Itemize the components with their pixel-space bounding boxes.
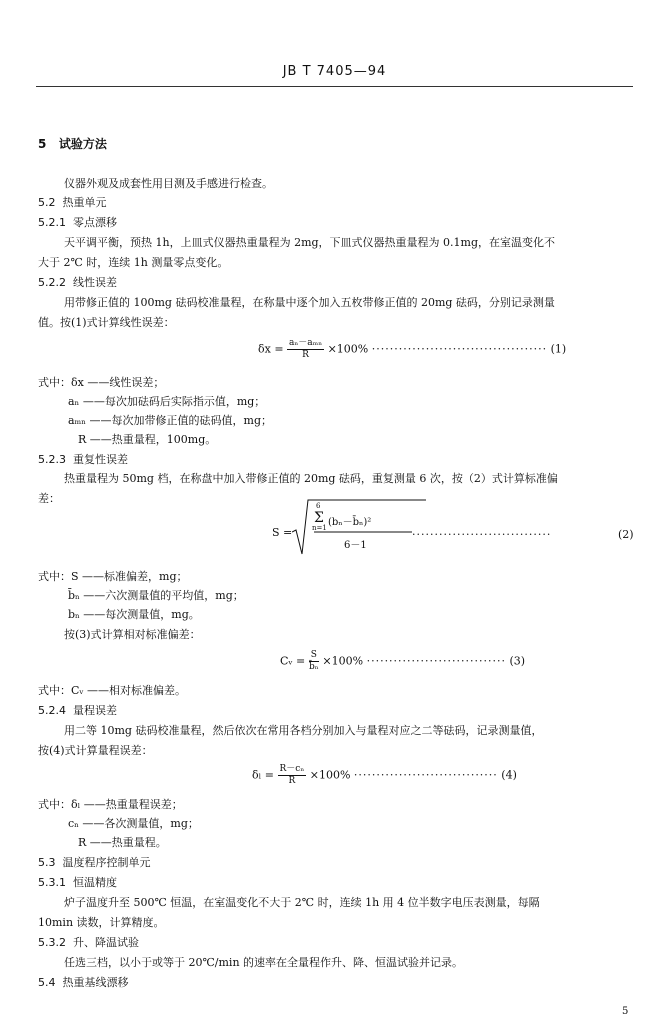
equation-number: (3)	[509, 654, 526, 668]
subsection-heading: 5.3.2 升、降温试验	[38, 936, 139, 949]
equation-number: (1)	[550, 342, 567, 356]
definition-line: bₙ ——每次测量值，mg。	[68, 608, 200, 621]
paragraph-line: 任选三档，以小于或等于 20℃/min 的速率在全量程作升、降、恒温试验并记录。	[64, 956, 464, 969]
equation-4: δₗ = $\frac{\text{R－cₙ}}{R}$ ×100% ································ (4)	[252, 764, 517, 786]
leader-dots: ·······································	[371, 342, 548, 356]
paragraph-line: 用带修正值的 100mg 砝码校准量程，在称量中逐个加入五枚带修正值的 20mg 砝码，分别记录测量	[64, 296, 555, 309]
page-number: 5	[622, 1006, 629, 1017]
subsection-heading: 5.2 热重单元	[38, 196, 107, 209]
where-clause: 式中：S ——标准偏差，mg；	[38, 570, 188, 583]
definition-line: cₙ ——各次测量值，mg；	[68, 817, 199, 830]
paragraph-line: 大于 2℃ 时，连续 1h 测量零点变化。	[38, 256, 229, 269]
denominator: 6－1	[344, 540, 367, 551]
where-clause: 式中：δₗ ——热重量程误差；	[38, 798, 183, 811]
sum-symbol: Σ	[314, 510, 324, 526]
leader-dots: ·······························	[366, 654, 506, 668]
equation-3: Cᵥ = $\frac{S}{\text{b̄ₙ}}$ ×100% ······························· (3)	[280, 650, 526, 672]
subsection-heading: 5.3 温度程序控制单元	[38, 856, 151, 869]
section-title: 试验方法	[58, 137, 107, 151]
document-page: JB T 7405—94 5 试验方法 仪器外观及成套性用目测及手感进行检查。 5.2 热重单元 5.2.1 零点漂移 天平调平衡，预热 1h，上皿式仪器热重量程为 2mg，下皿式仪器热重量程为 0.1mg，在室温变化不 大于 2℃ 时，连续 1h 测量零点变化。 5.2.2 线性误差 用带修正值的 100mg 砝码校准量程，在称量中逐个加入五枚带修正值的 20mg 砝码，分别记录测量 值。按(1)式计算线性误差： δx = $\frac{\text{aₙ－aₘₙ}}{R}$ ×100% ······································· (1) 式中：δx ——线性误差； aₙ ——每次加砝码后实际指示值，mg； aₘₙ ——每次加带修正值的砝码值，mg； R ——热重量程，100mg。 5.2.3 重复性误差 热重量程为 50mg 档，在称盘中加入带修正值的 20mg 砝码，重复测量 6 次，按（2）式计算标准偏 差： S = 6 Σ n=1 (bₙ－b̄ₙ)² 6－1 ······························· (2) 式中：S ——标准偏差，mg； b̄ₙ ——六次测量值的平均值，mg； bₙ ——每次测量值，mg。 按(3)式计算相对标准偏差： Cᵥ = $\frac{S}{\text{b̄ₙ}}$ ×100% ······························· (3) 式中：Cᵥ ——相对标准偏差。 5.2.4 量程误差 用二等 10mg 砝码校准量程，然后依次在常用各档分别加入与量程对应之二等砝码，记录测量值， 按(4)式计算量程误差： δₗ = $\frac{\text{R－cₙ}}{R}$ ×100% ································ (4) 式中：δₗ ——热重量程误差； cₙ ——各次测量值，mg； R ——热重量程。 5.3 温度程序控制单元 5.3.1 恒温精度 炉子温度升至 500℃ 恒温，在室温变化不大于 2℃ 时，连续 1h 用 4 位半数字电压表测量，每隔 10min 读数，计算精度。 5.3.2 升、降温试验 任选三档，以小于或等于 20℃/min 的速率在全量程作升、降、恒温试验并记录。 5.4 热重基线漂移 5	[0, 0, 669, 1024]
leader-dots: ·······························	[412, 528, 552, 541]
paragraph-line: 按(3)式计算相对标准偏差：	[64, 628, 201, 641]
paragraph-line: 用二等 10mg 砝码校准量程，然后依次在常用各档分别加入与量程对应之二等砝码，记录测量值，	[64, 724, 543, 737]
paragraph-line: 天平调平衡，预热 1h，上皿式仪器热重量程为 2mg，下皿式仪器热重量程为 0.1mg，在室温变化不	[64, 236, 556, 249]
paragraph-line: 炉子温度升至 500℃ 恒温，在室温变化不大于 2℃ 时，连续 1h 用 4 位半数字电压表测量，每隔	[64, 896, 540, 909]
page-header: JB T 7405—94	[282, 64, 387, 79]
subsection-heading: 5.2.1 零点漂移	[38, 216, 117, 229]
fraction: $\frac{S}{\text{b̄ₙ}}$	[308, 650, 319, 672]
definition-line: R ——热重量程。	[78, 836, 167, 849]
equation-number: (4)	[501, 768, 517, 782]
sum-limits: 6	[316, 502, 321, 510]
definition-line: R ——热重量程，100mg。	[78, 433, 217, 446]
subsection-heading: 5.3.1 恒温精度	[38, 876, 117, 889]
where-clause: 式中：δx ——线性误差；	[38, 376, 165, 389]
paragraph-line: 差：	[38, 492, 60, 505]
leader-dots: ································	[353, 768, 498, 782]
paragraph-line: 按(4)式计算量程误差：	[38, 744, 153, 757]
definition-line: aₘₙ ——每次加带修正值的砝码值，mg；	[68, 414, 273, 427]
paragraph-line: 值。按(1)式计算线性误差：	[38, 316, 175, 329]
paragraph-line: 10min 读数，计算精度。	[38, 916, 165, 929]
paragraph-line: 热重量程为 50mg 档，在称盘中加入带修正值的 20mg 砝码，重复测量 6 次，按（2）式计算标准偏	[64, 472, 558, 485]
subsection-heading: 5.2.3 重复性误差	[38, 453, 128, 466]
definition-line: aₙ ——每次加砝码后实际指示值，mg；	[68, 395, 266, 408]
header-rule	[36, 86, 633, 87]
numerator: (bₙ－b̄ₙ)²	[328, 517, 372, 528]
intro-paragraph: 仪器外观及成套性用目测及手感进行检查。	[64, 177, 273, 190]
subsection-heading: 5.4 热重基线漂移	[38, 976, 129, 989]
equation-number: (2)	[618, 528, 634, 541]
equation-1: δx = $\frac{\text{aₙ－aₘₙ}}{R}$ ×100% ······································· (1)	[258, 338, 567, 360]
definition-line: b̄ₙ ——六次测量值的平均值，mg；	[68, 589, 244, 602]
subsection-heading: 5.2.4 量程误差	[38, 704, 117, 717]
subsection-heading: 5.2.2 线性误差	[38, 276, 117, 289]
fraction: $\frac{\text{R－cₙ}}{R}$	[279, 764, 305, 786]
where-clause: 式中：Cᵥ ——相对标准偏差。	[38, 684, 187, 697]
section-number: 5	[38, 137, 47, 151]
fraction: $\frac{\text{aₙ－aₘₙ}}{R}$	[289, 338, 323, 360]
section-heading	[38, 137, 107, 151]
